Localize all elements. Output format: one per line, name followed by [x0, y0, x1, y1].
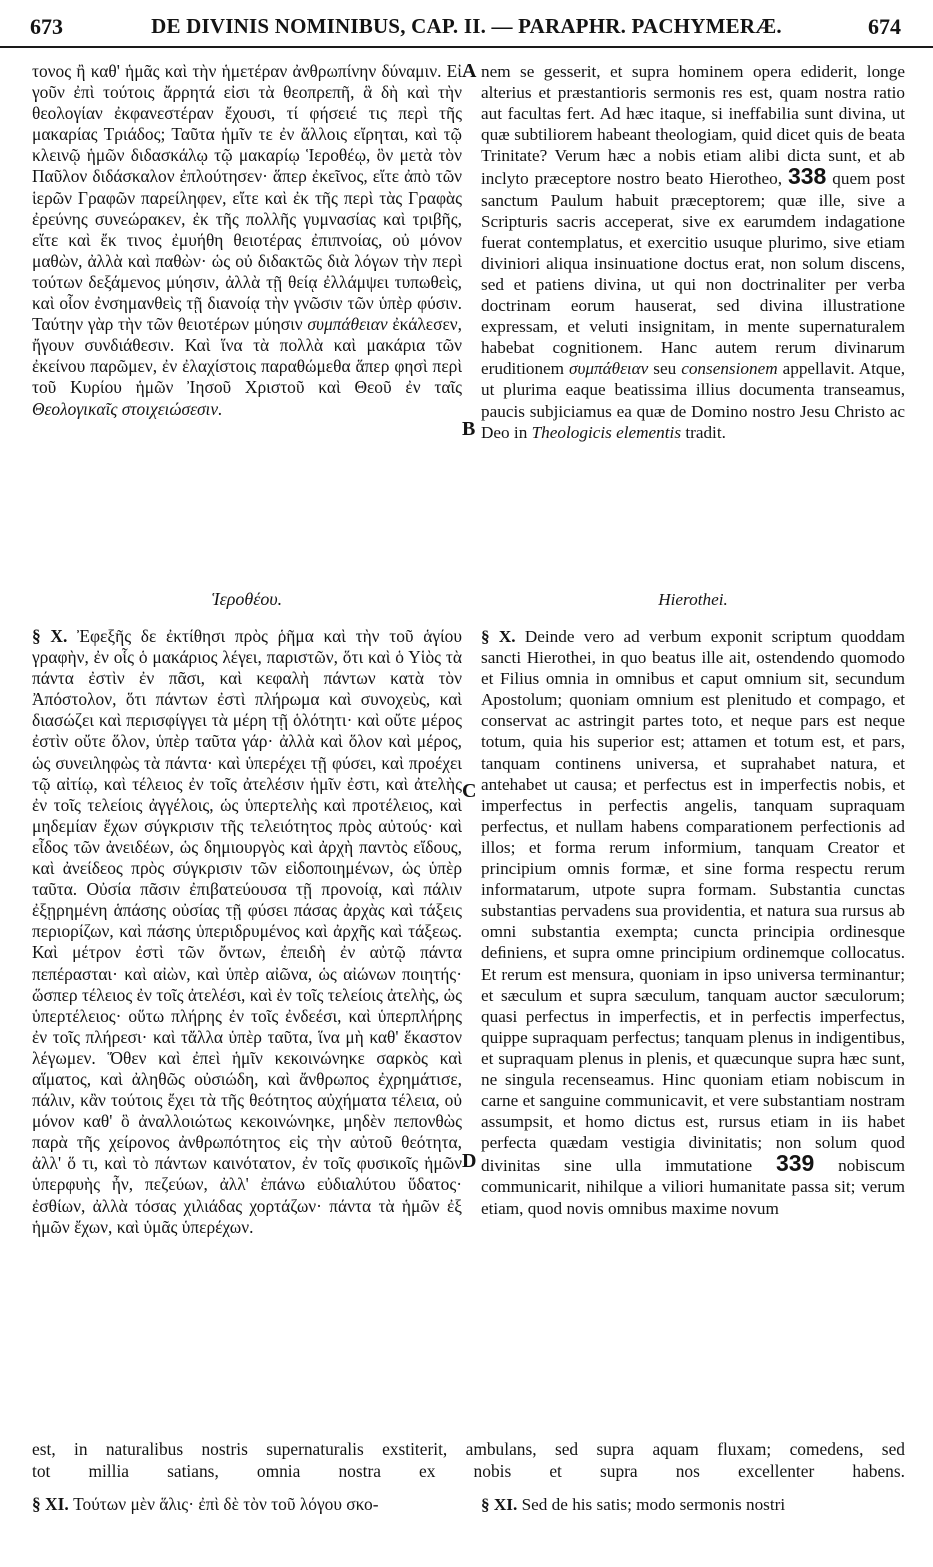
margin-letter-b: B — [462, 418, 476, 440]
greek-italic-term: συμπάθειαν — [569, 359, 649, 379]
latin-paragraph-1 — [481, 61, 905, 443]
margin-letter-d: D — [462, 1150, 477, 1172]
greek-text: ἐκάλεσεν, ἤγουν συνδιάθεσιν. Καὶ ἵνα τὰ πολλὰ καὶ μακάρια τῶν ἐκείνου παρῶμεν, ἐν ἐλαχίστοις παραθώμεθα ἅπερ φησὶ περὶ τοῦ Κυρίου ἡμῶν Ἰησοῦ Χριστοῦ καὶ Θεοῦ ἐν ταῖς — [32, 314, 462, 398]
latin-italic-term: consensionem — [681, 359, 778, 379]
greek-section-heading: Ἱεροθέου. — [211, 589, 283, 609]
greek-section-xi — [32, 1494, 462, 1515]
latin-text: quem post sanctum Paulum habuit præceptorem; quæ ille, sive a Scripturis sacris acceperat, sive ex earumdem indagatione fuerat contemplatus, et exercitio usuque plurimo, sive etiam diviniori aliqua insinuatione doctus erat, non solum discens, sed et patiens divina, ut qui non doctrinaliter per verba doctrinam eorum hauserat, sed divina illustratione expressam, et veluti insignitam, in mente supernaturalem habebat cognitionem. Hanc autem rerum divinarum eruditionem — [481, 169, 906, 379]
section-number: § XI. — [481, 1495, 518, 1514]
margin-letter-c: C — [462, 780, 477, 802]
column-number: 339 — [775, 1150, 815, 1177]
latin-text: Sed de his satis; modo sermonis nostri — [521, 1495, 786, 1514]
greek-text: τονος ἢ καθ' ἡμᾶς καὶ τὴν ἡμετέραν ἀνθρωπίνην δύναμιν. Εἰ γοῦν ἐπὶ τούτοις ἄρρητά εἰσι τὰ θεοπρεπῆ, ἃ δὴ καὶ τὴν θεολογίαν ἐκφανεστέραν ἔχουσι, τί φήσειέ τις περὶ τῆς μακαρίας Τριάδος; Ταῦτα ἡμῖν τε ἐν ἄλλοις εἴρηται, καὶ τῷ κλεινῷ ἡμῶν διδασκάλῳ τῷ μακαρίῳ Ἱεροθέῳ, ὃν μετὰ τὸν Παῦλον διδάσκαλον ἐπλούτησεν· ἅπερ ἐκεῖνος, εἴτε ἀπὸ τῶν ἱερῶν Γραφῶν παρείληφεν, εἴτε καὶ ἐκ τῆς περὶ τὰς Γραφὰς ἐρεύνης συνεώρακεν, ἐκ τῆς πολλῆς γυμνασίας καὶ τριβῆς, εἴτε καὶ ἔκ τινος ἐμυήθη θειοτέρας ἐπιπνοίας, οὐ μόνον μαθὼν, ἀλλὰ καὶ παθὼν· ὡς οὐ διδακτῶς διὰ λόγων τὴν περὶ τούτων δεξάμενος μύησιν, ἀλλὰ τῇ θείᾳ ἐλλάμψει τυπωθεὶς, καὶ οἷον ἐνσημανθεὶς τῇ διανοίᾳ τὴν γνῶσιν τῶν ὑπὲρ φύσιν. Ταύτην γὰρ τὴν τῶν θειοτέρων μύησιν — [32, 61, 462, 335]
greek-paragraph-3 — [32, 1494, 462, 1515]
running-header — [0, 14, 933, 48]
greek-italic-title: Θεολογικαῖς στοιχειώσεσιν. — [32, 398, 223, 419]
greek-text: Ἐφεξῆς δε ἐκτίθησι πρὸς ῥῆμα καὶ τὴν τοῦ ἁγίου γραφὴν, ἐν οἷς ὁ μακάριος λέγει, παριστῶν, ὅτι καὶ ὁ Υἱὸς τὰ πάντα ἐστὶν ἐν πᾶσι, καὶ κεφαλὴ πάντων κατὰ τὸν Ἀπόστολον, ὅτι πάντων ἐστὶ πλήρωμα καὶ συνοχεὺς, καὶ διασώζει καὶ περισφίγγει τὰ μέρη τῇ ὁλότητι· καὶ οὔτε μέρος ἐστὶν οὔτε ὅλον, ὑπὲρ ταῦτα γάρ· ἀλλὰ καὶ ὅλον καὶ μέρος, ὡς συνειληφὼς τὰ πάντα· καὶ ὑπερέχει τῇ φύσει, καὶ προέχει τῷ αἰτίῳ, καὶ τέλειος ἐν τοῖς ἀτελέσιν ἡμῖν ἐστι, καὶ ἀτελὴς ἐν τοῖς τελείοις ἀγγέλοις, ὡς ὑπερτελὴς καὶ προτέλειος, καὶ μηδεμίαν ἔχων σύγκρισιν τῆς τελειότητος πρὸς αὐτούς· καὶ εἶδος τῶν ἀνειδέων, ὡς δημιουργὸς καὶ ἀρχὴ παντὸς εἴδους, καὶ ἀνείδεος πρὸς σύγκρισιν τῶν εἰδοποιημένων, ὡς ὑπὲρ ταῦτα. Οὐσία πᾶσιν ἐπιβατεύουσα τῇ προνοίᾳ, καὶ πάλιν ἐξῃρημένη ἁπάσης οὐσίας τῇ φύσει πάσας ἀρχὰς καὶ τάξεις περιορίζων, καὶ πάσης ὑπεριδρυμένος καὶ ἀρχῆς καὶ τάξεως. Καὶ μέτρον ἐστὶ τῶν ὄντων, ἐπειδὴ ἐν αὐτῷ πάντα πεπέρασται· καὶ αἰὼν, καὶ ὑπὲρ αἰῶνα, ὡς αἰώνων ποιητής· ὥσπερ τέλειος ἐν τοῖς ἀτελέσι, καὶ ἐν τοῖς τελείοις ἀτελὴς, ὡς ὑπερτέλειος· οὕτω πλήρης ἐν τοῖς ἐνδεέσι, καὶ ὑπερπλήρης ἐν τοῖς πλήρεσι· καὶ τἄλλα ὑπὲρ ταῦτα, ἵνα μὴ καθ' ἕκαστον λέγωμεν. Ὅθεν καὶ ἐπεὶ ἡμῖν κεκοινώνηκε σαρκὸς καὶ αἵματος, καὶ ἀληθῶς οὐσιώδη, καὶ ἄνθρωπος ἐχρημάτισε, πάλιν, κἂν τούτοις ἔχει τὰ τῆς θεότητος αὐχήματα τέλεια, οὐ μόνον καθ' ὃ ἀναλλοιώτως κεκοινώνηκε, μηδὲν πεπονθὼς παρὰ τῆς χείρονος ἀνθρωπότητος εἰς τὴν αὐτοῦ θεότητα, ἀλλ' ὅ τι, καὶ τὸ πάντων καινότατον, ἐν τοῖς φυσικοῖς ἡμῶν ὑπερφυὴς ἦν, πεζεύων, ἀλλ' ἐπάνω εὐδιαλύτου ὕδατος· ἐσθίων, ἀλλὰ τόσας χιλιάδας χορτάζων· πάντα τὰ ἡμῶν ἐξ ἡμῶν ἔχων, καὶ ὑμᾶς ὑπερέχων. — [32, 626, 462, 1237]
greek-italic-term: συμπάθειαν — [307, 314, 388, 335]
latin-text: Deinde vero ad verbum exponit scriptum quoddam sancti Hierothei, in quo beatus ille ait, ostendendo quomodo et Filius omnia in omnibus et caput omnium sit, secundum Apostolum; quoniam omnium est plenitudo et compago, et conservat ac astringit partes toto, et neque pars est neque totum, quia his superior est; attamen et totum est, et pars, tanquam continens universa, et suprahabet natura, et antehabet ut causa; et perfectus est in imperfectis nobis, et imperfectus in perfectis angelis, tanquam supraquam perfectus, et nullam habens comparationem perfectionis ad illos; et forma rerum informium, tanquam Creator et principium omnis formæ, et sine forma respectu rerum informatarum, utpote supra formam. Substantia cunctas substantias pervadens sua providentia, et natura sua rursus ab omni substantia exempta; cuncta principia ordinesque deﬁniens, et supra omne principium ordinemque collocatus. Et rerum est mensura, quoniam in ipso universa terminantur; et sæculum et supra sæculum, tanquam auctor sæculorum; quasi perfectus in imperfectis, et in perfectis imperfectus, quippe supraquam perfectus; tanquam plenus in indigentibus, et supraquam plenus in plenis, et quæcunque supra hæc sunt, ne singula recenseamus. Hinc quoniam etiam nobiscum in carne et sanguine communicavit, et vere substantiam nostram assumpsit, et homo dictus est, rursus etiam in iis habet perfecta quædam vestigia divinitatis; non solum quod divinitas sine ulla immutatione — [481, 627, 905, 1176]
latin-paragraph-3 — [481, 1494, 905, 1515]
latin-section-heading: Hierothei. — [658, 590, 728, 609]
greek-text: Τούτων μὲν ἅλις· ἐπὶ δὲ τὸν τοῦ λόγου σκο- — [73, 1494, 379, 1514]
latin-paragraph-2 — [481, 626, 905, 1219]
section-number: § XI. — [32, 1494, 69, 1514]
latin-heading-block — [481, 589, 905, 610]
full-width-line-2: tot millia satians, omnia nostra ex nobis et supra nos excellenter habens. — [32, 1461, 905, 1481]
section-number: § X. — [32, 626, 68, 646]
greek-column-body — [32, 626, 462, 1238]
latin-italic-title: Theologicis elementis — [531, 422, 682, 442]
latin-text: nobiscum communicarit, nihilque a viliori humanitate passa sit; verum etiam, quod novis omnibus maxime novum — [481, 1156, 906, 1218]
latin-section-xi — [481, 1494, 905, 1515]
latin-column-top — [481, 61, 905, 443]
latin-text: seu — [653, 359, 677, 379]
running-title: DE DIVINIS NOMINIBUS, CAP. II. — PARAPHR. PACHYMERÆ. — [151, 14, 782, 38]
full-width-line-1: est, in naturalibus nostris supernaturalis exstiterit, ambulans, sed supra aquam fluxam; comedens, sed — [32, 1439, 905, 1459]
page-number-right: 674 — [868, 14, 901, 39]
page-number-left: 673 — [30, 14, 63, 39]
latin-column-body — [481, 626, 905, 1219]
greek-heading-block — [32, 589, 462, 610]
greek-column-top — [32, 61, 462, 420]
latin-text: appellavit. Atque, ut plurima eaque beatissima illius documenta transeamus, paucis subjiciamus ea quæ de Domino nostro Jesu Christo ac Deo in — [481, 359, 906, 442]
section-number: § X. — [481, 627, 516, 646]
greek-paragraph-1 — [32, 61, 462, 420]
greek-paragraph-2 — [32, 626, 462, 1238]
latin-text: tradit. — [685, 422, 726, 442]
latin-text: nem se gesserit, et supra hominem opera ediderit, longe alterius et præstantioris sermonis res est, quam nostra ratio aut facultas fert. Ad hæc itaque, si ineffabilia sunt divina, ut quæ subtiliorem habeant theologiam, quid dicet quis de beata Trinitate? Verum hæc a nobis etiam alibi dicta sunt, et ab inclyto præceptore nostro beato Hierotheo, — [481, 62, 905, 189]
column-number: 338 — [787, 163, 827, 190]
margin-letter-a: A — [462, 60, 477, 82]
